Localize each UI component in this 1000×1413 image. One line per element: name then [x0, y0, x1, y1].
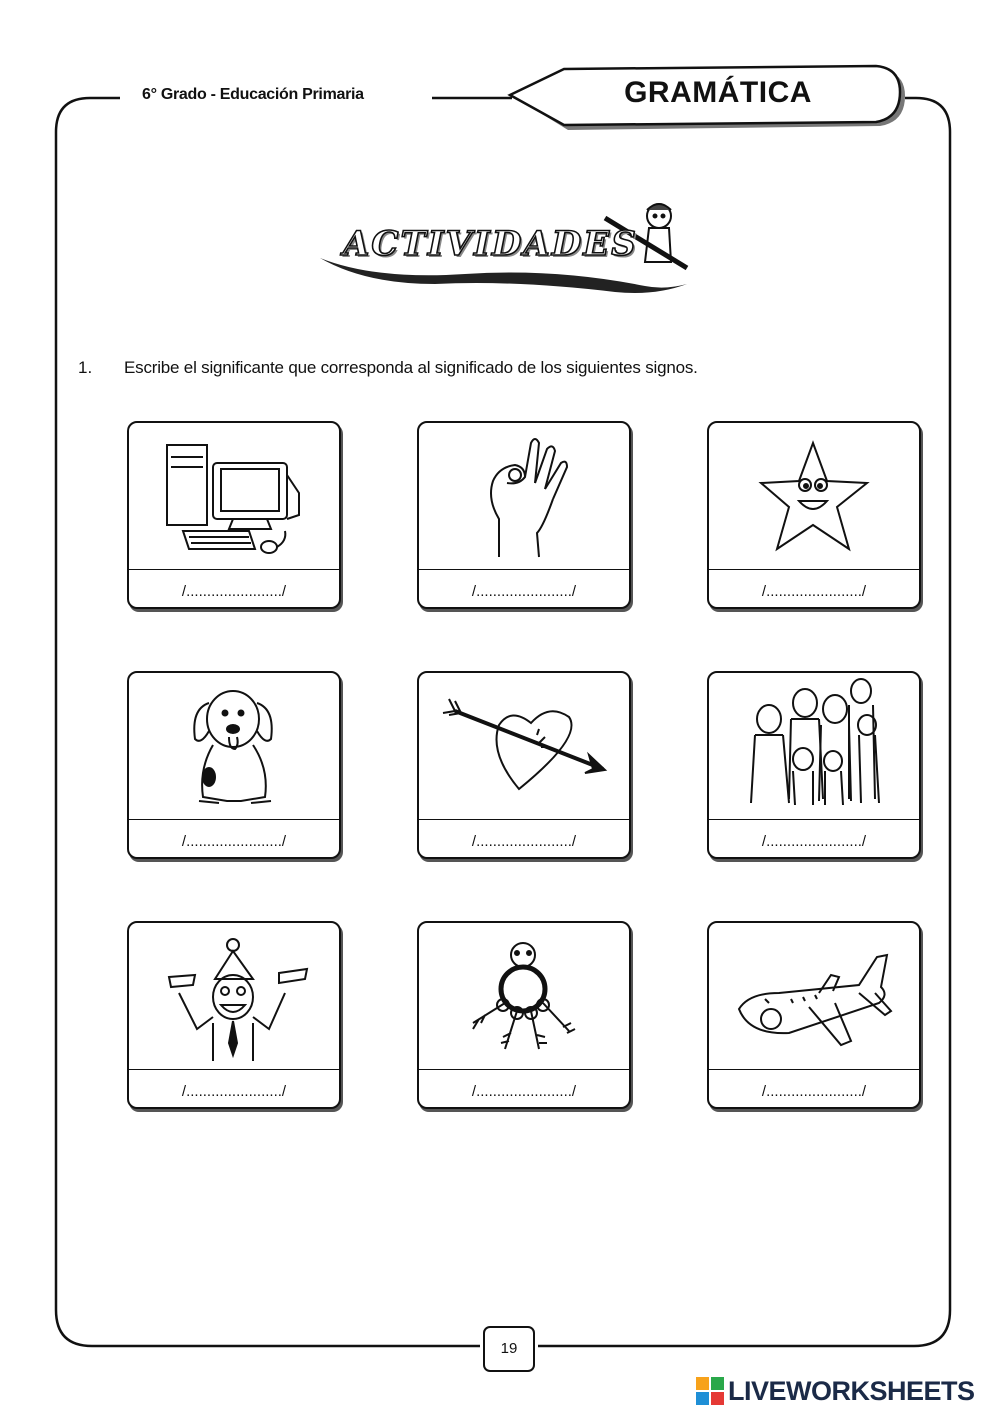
- sign-card-dog: [127, 671, 341, 859]
- card-divider: [419, 569, 629, 570]
- card-divider: [129, 819, 339, 820]
- card-divider: [419, 1069, 629, 1070]
- airplane-icon: [709, 923, 919, 1069]
- sign-card-ok-hand: [417, 421, 631, 609]
- card-divider: [709, 819, 919, 820]
- family-icon: [709, 673, 919, 819]
- answer-blank[interactable]: /......................./: [761, 1083, 867, 1100]
- ok-hand-icon: [419, 423, 629, 569]
- answer-blank[interactable]: /......................./: [181, 1083, 287, 1100]
- activities-title: [315, 196, 695, 306]
- sign-card-family: [707, 671, 921, 859]
- dog-icon: [129, 673, 339, 819]
- answer-blank[interactable]: /......................./: [761, 583, 867, 600]
- grade-label: 6° Grado - Educación Primaria: [142, 86, 364, 103]
- sign-card-heart: [417, 671, 631, 859]
- exercise-instruction: Escribe el significante que corresponda al significado de los siguientes signos.: [124, 358, 698, 377]
- page-number: 19: [483, 1326, 535, 1372]
- keys-icon: [419, 923, 629, 1069]
- liveworksheets-watermark[interactable]: [696, 1374, 975, 1408]
- answer-blank[interactable]: /......................./: [471, 583, 577, 600]
- answer-blank[interactable]: /......................./: [181, 833, 287, 850]
- sign-card-airplane: [707, 921, 921, 1109]
- subject-title: GRAMÁTICA: [624, 76, 812, 109]
- answer-blank[interactable]: /......................./: [471, 1083, 577, 1100]
- heart-arrow-icon: [419, 673, 629, 819]
- answer-blank[interactable]: /......................./: [181, 583, 287, 600]
- sign-card-computer: [127, 421, 341, 609]
- sign-card-star: [707, 421, 921, 609]
- star-icon: [709, 423, 919, 569]
- card-divider: [419, 819, 629, 820]
- activities-title-text: ACTIVIDADES: [343, 224, 638, 264]
- card-divider: [129, 569, 339, 570]
- watermark-text: LIVEWORKSHEETS: [728, 1375, 975, 1406]
- answer-blank[interactable]: /......................./: [761, 833, 867, 850]
- card-divider: [709, 569, 919, 570]
- liveworksheets-logo-icon: [696, 1377, 724, 1405]
- card-divider: [709, 1069, 919, 1070]
- exercise-number: 1.: [78, 358, 93, 377]
- computer-icon: [129, 423, 339, 569]
- answer-blank[interactable]: /......................./: [471, 833, 577, 850]
- sign-card-keys: [417, 921, 631, 1109]
- party-man-icon: [129, 923, 339, 1069]
- sign-card-party-man: [127, 921, 341, 1109]
- card-divider: [129, 1069, 339, 1070]
